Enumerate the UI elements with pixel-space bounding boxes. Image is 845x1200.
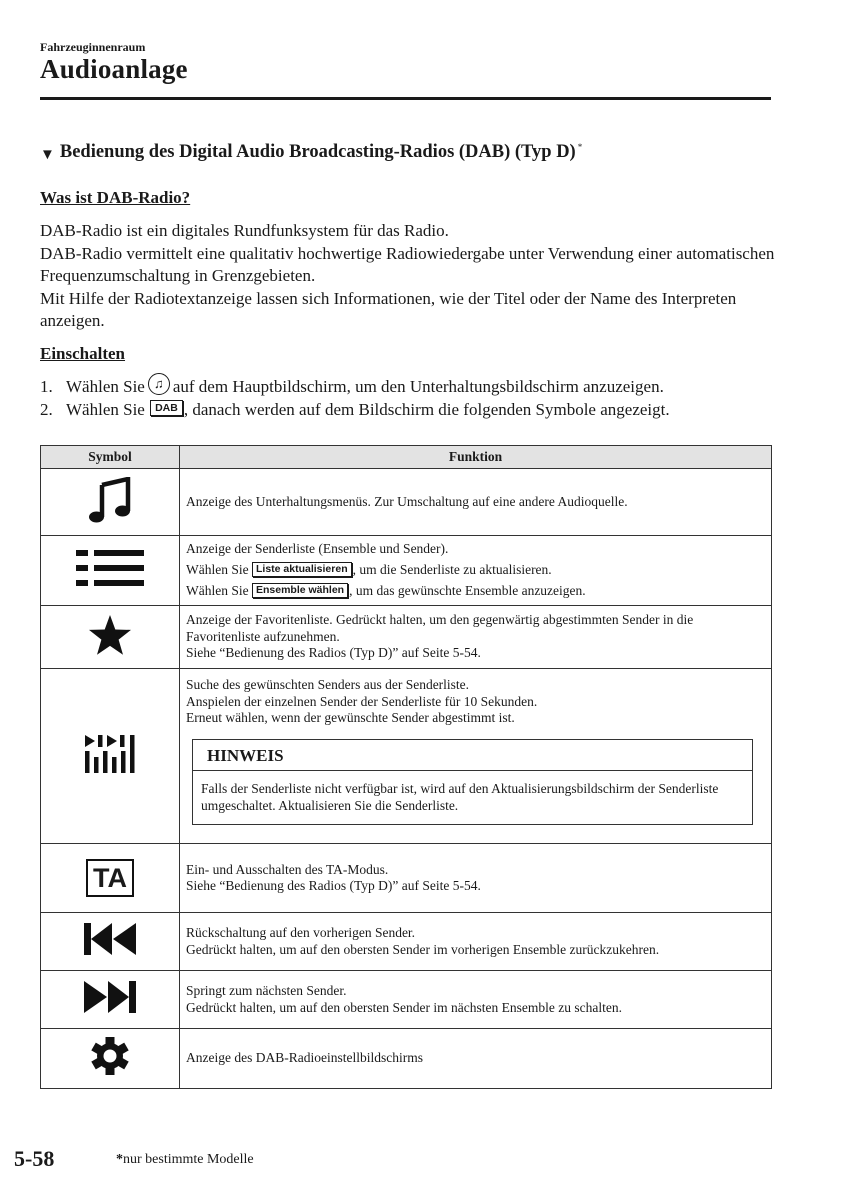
function-text-after: , um die Senderliste zu aktualisieren. bbox=[352, 561, 552, 577]
function-text: Gedrückt halten, um auf den obersten Sender im vorherigen Ensemble zurückzukehren. bbox=[186, 941, 660, 957]
function-cell bbox=[180, 913, 772, 971]
function-text-after: , um das gewünschte Ensemble anzuzeigen. bbox=[349, 582, 586, 598]
scan-icon bbox=[83, 733, 137, 775]
star-icon bbox=[88, 614, 132, 656]
title-divider bbox=[40, 97, 771, 100]
switch-on-heading: Einschalten bbox=[40, 344, 126, 363]
function-text bbox=[186, 583, 765, 600]
symbol-cell bbox=[41, 669, 180, 844]
ta-icon: TA bbox=[86, 859, 134, 897]
function-text: Anspielen der einzelnen Sender der Senderliste für 10 Sekunden. bbox=[186, 693, 538, 709]
function-cell bbox=[180, 536, 772, 606]
function-cell bbox=[180, 971, 772, 1029]
section-heading bbox=[40, 142, 582, 168]
intro-paragraph: Mit Hilfe der Radiotextanzeige lassen sich Informationen, wie der Titel oder der Name des Interpreten anzeigen. bbox=[40, 288, 737, 330]
refresh-list-button[interactable]: Liste aktualisieren bbox=[252, 562, 352, 577]
page-title: Audioanlage bbox=[40, 54, 188, 84]
symbol-function-table bbox=[40, 445, 772, 1089]
function-cell bbox=[180, 844, 772, 913]
function-text: Anzeige der Senderliste (Ensemble und Sender). bbox=[186, 541, 449, 557]
footnote-star: * bbox=[116, 1152, 123, 1167]
table-row bbox=[41, 606, 772, 669]
next-track-icon bbox=[82, 979, 138, 1015]
page-number: 5-58 bbox=[14, 1146, 55, 1171]
function-text: Anzeige der Favoritenliste. Gedrückt halten, um den gegenwärtig abgestimmten Sender in die Favoritenliste aufzunehmen. bbox=[186, 612, 694, 644]
step-text-before: Wählen Sie bbox=[66, 400, 145, 419]
table-row bbox=[41, 1029, 772, 1089]
function-text: Gedrückt halten, um auf den obersten Sender im nächsten Ensemble zu schalten. bbox=[186, 999, 622, 1015]
step-text-after: auf dem Hauptbildschirm, um den Unterhaltungsbildschirm anzuzeigen. bbox=[172, 377, 664, 396]
intro-paragraph: DAB-Radio vermittelt eine qualitativ hochwertige Radiowiedergabe unter Verwendung einer automatischen Frequenzumschaltung in Grenzgebieten. bbox=[40, 243, 775, 285]
symbol-cell bbox=[41, 844, 180, 913]
table-row bbox=[41, 669, 772, 844]
intro-paragraph: DAB-Radio ist ein digitales Rundfunksystem für das Radio. bbox=[40, 221, 449, 240]
intro-heading: Was ist DAB-Radio? bbox=[40, 188, 191, 207]
function-cell bbox=[180, 1029, 772, 1089]
symbol-cell bbox=[41, 1029, 180, 1089]
step-text-after: , danach werden auf dem Bildschirm die folgenden Symbole angezeigt. bbox=[183, 400, 670, 419]
function-text-before: Wählen Sie bbox=[186, 561, 249, 577]
gear-icon bbox=[89, 1035, 131, 1077]
intro-text bbox=[40, 220, 780, 333]
function-text: Siehe “Bedienung des Radios (Typ D)” auf Seite 5-54. bbox=[186, 878, 481, 893]
symbol-cell bbox=[41, 913, 180, 971]
function-text-before: Wählen Sie bbox=[186, 582, 249, 598]
symbol-cell bbox=[41, 536, 180, 606]
footnote-text: nur bestimmte Modelle bbox=[123, 1152, 254, 1167]
table-row bbox=[41, 913, 772, 971]
music-note-icon bbox=[88, 477, 132, 523]
previous-track-icon bbox=[82, 921, 138, 957]
function-text: Suche des gewünschten Senders aus der Senderliste. bbox=[186, 677, 470, 692]
note-box bbox=[192, 739, 753, 826]
music-note-icon: ♫ bbox=[148, 373, 170, 395]
function-cell bbox=[180, 669, 772, 844]
column-header-function: Funktion bbox=[180, 446, 772, 469]
function-text: Siehe “Bedienung des Radios (Typ D)” auf Seite 5-54. bbox=[186, 645, 481, 661]
section-heading-text: Bedienung des Digital Audio Broadcasting-Radios (DAB) (Typ D) bbox=[59, 142, 576, 162]
step-text-before: Wählen Sie bbox=[66, 377, 145, 396]
select-ensemble-button[interactable]: Ensemble wählen bbox=[252, 583, 348, 598]
note-title: HINWEIS bbox=[193, 740, 752, 772]
function-text bbox=[186, 562, 765, 579]
dab-button[interactable]: DAB bbox=[150, 400, 183, 416]
function-text: Ein- und Ausschalten des TA-Modus. bbox=[186, 861, 389, 877]
chapter-label: Fahrzeuginnenraum bbox=[40, 40, 146, 54]
step-2 bbox=[40, 399, 670, 421]
footnote bbox=[116, 1152, 254, 1168]
step-number: 2. bbox=[40, 400, 53, 419]
column-header-symbol: Symbol bbox=[41, 446, 180, 469]
triangle-down-icon: ▼ bbox=[40, 147, 55, 163]
table-row bbox=[41, 469, 772, 536]
function-cell bbox=[180, 606, 772, 669]
function-text: Springt zum nächsten Sender. bbox=[186, 983, 347, 998]
table-row bbox=[41, 971, 772, 1029]
function-cell bbox=[180, 469, 772, 536]
function-text: Anzeige des DAB-Radioeinstellbildschirms bbox=[186, 1050, 423, 1066]
function-text: Erneut wählen, wenn der gewünschte Sender abgestimmt ist. bbox=[186, 710, 515, 725]
note-text: Falls der Senderliste nicht verfügbar ist, wird auf den Aktualisierungsbildschirm der Senderliste umgeschaltet. Aktualisieren Sie die Senderliste. bbox=[201, 781, 719, 813]
table-row bbox=[41, 536, 772, 606]
symbol-cell bbox=[41, 606, 180, 669]
list-icon bbox=[74, 546, 146, 590]
function-text: Anzeige des Unterhaltungsmenüs. Zur Umschaltung auf eine andere Audioquelle. bbox=[186, 493, 628, 509]
step-1 bbox=[40, 376, 664, 398]
table-row bbox=[41, 844, 772, 913]
step-number: 1. bbox=[40, 377, 53, 396]
footnote-mark: * bbox=[577, 142, 583, 152]
function-text: Rückschaltung auf den vorherigen Sender. bbox=[186, 925, 416, 940]
symbol-cell bbox=[41, 469, 180, 536]
symbol-cell bbox=[41, 971, 180, 1029]
